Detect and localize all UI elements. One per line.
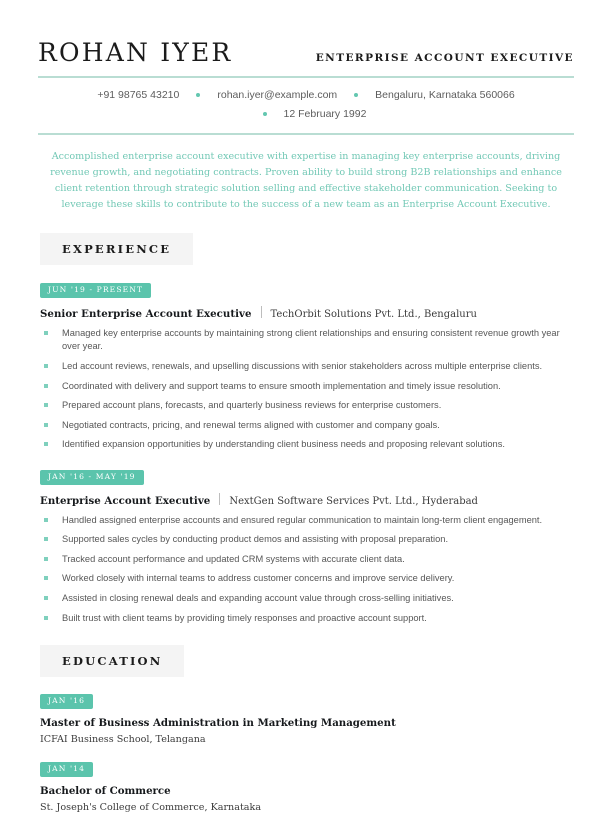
square-bullet-icon <box>44 596 48 600</box>
experience-role: Senior Enterprise Account Executive <box>40 307 252 320</box>
experience-title-row <box>40 492 576 507</box>
contact-line-primary <box>36 89 576 101</box>
experience-date-badge: JAN '16 - MAY '19 <box>40 470 144 485</box>
experience-company: NextGen Software Services Pvt. Ltd., Hyderabad <box>229 495 478 507</box>
contact-phone[interactable]: +91 98765 43210 <box>97 89 180 101</box>
bullet-text: Negotiated contracts, pricing, and renewal terms aligned with customer and company goals. <box>62 419 440 430</box>
candidate-name: ROHAN IYER <box>38 38 233 67</box>
experience-bullet-list <box>40 327 576 452</box>
bullet-text: Coordinated with delivery and support teams to ensure smooth implementation and timely issue resolution. <box>62 380 501 391</box>
contact-line-secondary <box>36 108 576 120</box>
bullet-text: Managed key enterprise accounts by maintaining strong client relationships and ensuring consistent revenue growth year over year. <box>62 327 560 352</box>
square-bullet-icon <box>44 557 48 561</box>
bullet-text: Assisted in closing renewal deals and expanding account value through cross-selling initiatives. <box>62 592 454 603</box>
candidate-job-title: ENTERPRISE ACCOUNT EXECUTIVE <box>315 52 574 64</box>
education-date-badge: JAN '14 <box>40 762 93 777</box>
education-degree: Master of Business Administration in Marketing Management <box>40 716 396 729</box>
resume-header <box>36 30 576 67</box>
bullet-text: Identified expansion opportunities by understanding client business needs and proposing relevant solutions. <box>62 439 505 450</box>
profile-summary: Accomplished enterprise account executive with expertise in managing key enterprise accounts, driving revenue growth, and negotiating contracts. Proven ability to build strong B2B relationships and enhance client retention through strategic solution selling and effective stakeholder communication. Seeking to leverage these skills to contribute to the success of a new team as an Enterprise Account Executive. <box>50 151 562 210</box>
bullet-text: Tracked account performance and updated CRM systems with accurate client data. <box>62 553 405 564</box>
bullet-dot-icon <box>263 112 267 116</box>
experience-entry <box>36 466 576 625</box>
bullet-text: Built trust with client teams by providing timely responses and proactive account support. <box>62 612 427 623</box>
list-item <box>40 438 576 452</box>
square-bullet-icon <box>44 331 48 335</box>
education-section <box>36 645 576 812</box>
separator-bar-icon <box>261 306 262 318</box>
square-bullet-icon <box>44 537 48 541</box>
education-entry <box>36 758 576 813</box>
list-item <box>40 380 576 394</box>
education-degree: Bachelor of Commerce <box>40 784 171 797</box>
list-item <box>40 533 576 547</box>
square-bullet-icon <box>44 518 48 522</box>
experience-section <box>36 233 576 625</box>
list-item <box>40 419 576 433</box>
contact-location: Bengaluru, Karnataka 560066 <box>375 89 515 101</box>
education-section-title: EDUCATION <box>62 654 163 669</box>
education-school: St. Joseph's College of Commerce, Karnataka <box>40 801 262 813</box>
contact-info <box>36 78 576 120</box>
bullet-text: Supported sales cycles by conducting product demos and assisting with proposal preparation. <box>62 534 449 545</box>
experience-role: Enterprise Account Executive <box>40 494 211 507</box>
bullet-text: Worked closely with internal teams to address customer concerns and improve service delivery. <box>62 573 455 584</box>
bullet-dot-icon <box>354 93 358 97</box>
list-item <box>40 399 576 413</box>
square-bullet-icon <box>44 576 48 580</box>
contact-email[interactable]: rohan.iyer@example.com <box>217 89 338 101</box>
list-item <box>40 592 576 606</box>
experience-section-title: EXPERIENCE <box>62 242 172 256</box>
experience-company: TechOrbit Solutions Pvt. Ltd., Bengaluru <box>270 308 477 320</box>
education-entry <box>36 690 576 745</box>
list-item <box>40 514 576 528</box>
square-bullet-icon <box>44 423 48 427</box>
list-item <box>40 327 576 354</box>
bullet-text: Handled assigned enterprise accounts and ensured regular communication to maintain long-term client engagement. <box>62 514 543 525</box>
list-item <box>40 572 576 586</box>
square-bullet-icon <box>44 403 48 407</box>
experience-section-header <box>40 233 193 265</box>
experience-title-row <box>40 305 576 320</box>
contact-birthdate: 12 February 1992 <box>283 108 367 120</box>
bullet-text: Prepared account plans, forecasts, and quarterly business reviews for enterprise customers. <box>62 400 442 411</box>
experience-entry <box>36 279 576 452</box>
education-school: ICFAI Business School, Telangana <box>40 733 206 745</box>
list-item <box>40 553 576 567</box>
square-bullet-icon <box>44 442 48 446</box>
separator-bar-icon <box>219 493 220 505</box>
experience-bullet-list <box>40 514 576 626</box>
education-section-header <box>40 645 184 677</box>
list-item <box>40 612 576 626</box>
square-bullet-icon <box>44 384 48 388</box>
education-date-badge: JAN '16 <box>40 694 93 709</box>
square-bullet-icon <box>44 616 48 620</box>
square-bullet-icon <box>44 364 48 368</box>
list-item <box>40 360 576 374</box>
bullet-dot-icon <box>196 93 200 97</box>
experience-date-badge: JUN '19 - PRESENT <box>40 283 151 298</box>
bullet-text: Led account reviews, renewals, and upselling discussions with senior stakeholders across multiple enterprise clients. <box>62 360 543 371</box>
